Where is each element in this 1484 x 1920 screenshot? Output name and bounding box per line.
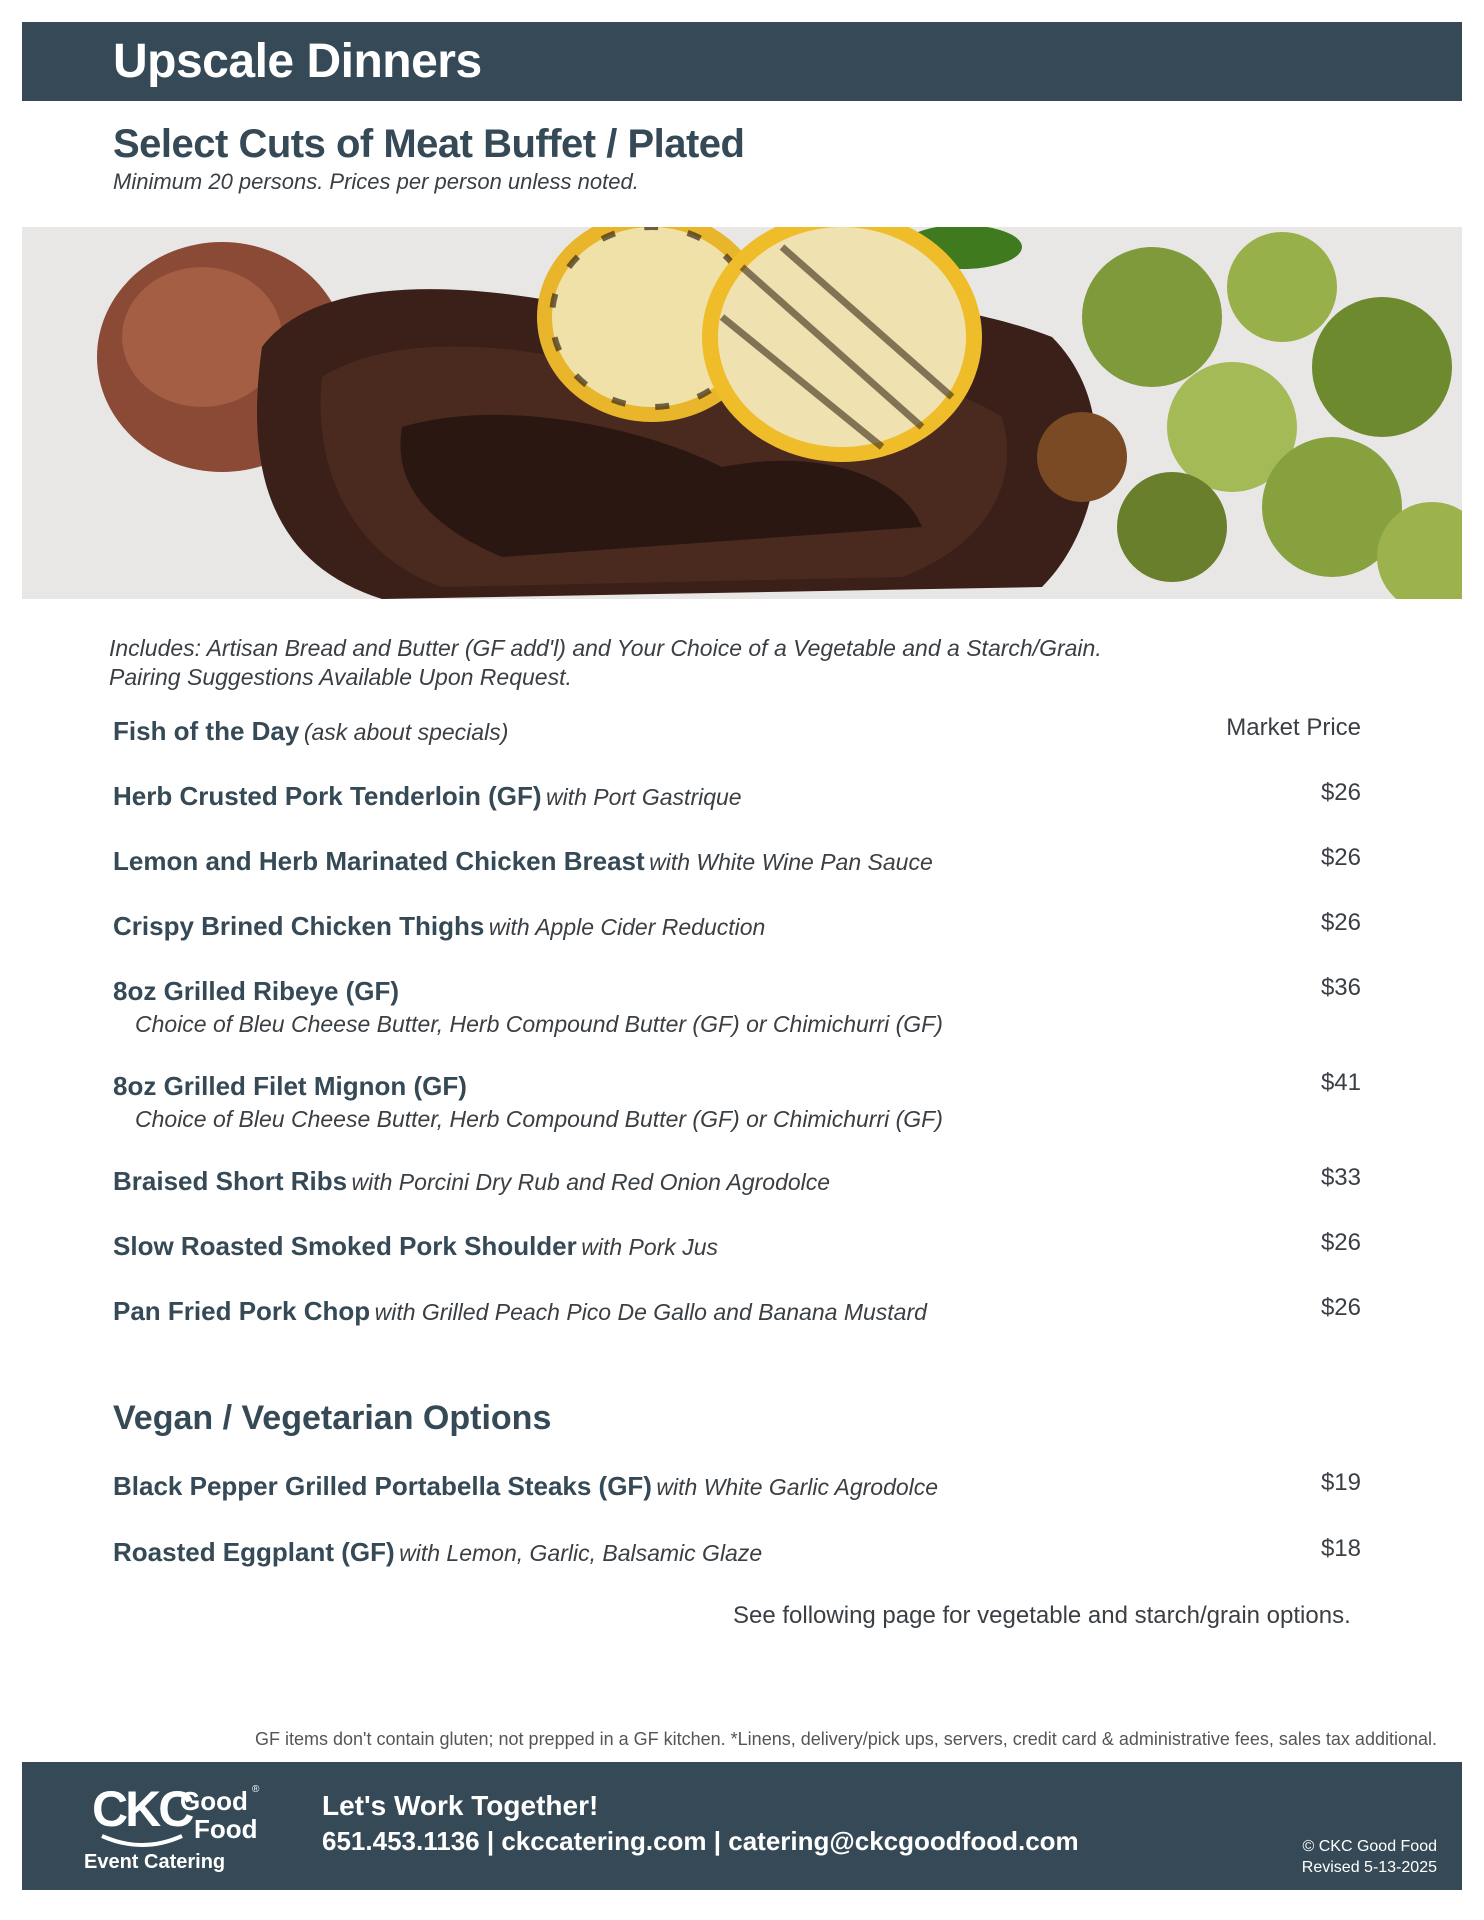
menu-item — [113, 1537, 1361, 1568]
item-name: Slow Roasted Smoked Pork Shoulder — [113, 1231, 577, 1261]
menu-item — [113, 1296, 1361, 1327]
item-price: $33 — [1320, 1164, 1361, 1191]
item-price: $26 — [1320, 779, 1361, 806]
item-desc: with Port Gastrique — [546, 784, 742, 810]
item-price: $26 — [1320, 844, 1361, 871]
item-choice: Choice of Bleu Cheese Butter, Herb Compound Butter (GF) or Chimichurri (GF) — [135, 1011, 943, 1037]
menu-item — [113, 1071, 1361, 1133]
item-desc: with White Garlic Agrodolce — [656, 1474, 939, 1500]
see-following-note: See following page for vegetable and starch/grain options. — [733, 1602, 1351, 1629]
item-desc: with Lemon, Garlic, Balsamic Glaze — [399, 1540, 763, 1566]
item-price: $19 — [1320, 1469, 1361, 1496]
cta-title: Let's Work Together! — [322, 1790, 599, 1821]
revised-date: Revised 5-13-2025 — [1301, 1859, 1437, 1876]
menu-item — [113, 911, 1361, 942]
svg-text:®: ® — [252, 1784, 260, 1795]
menu-item — [113, 1471, 1361, 1502]
disclaimer: GF items don't contain gluten; not prepped in a GF kitchen. *Linens, delivery/pick ups, servers, credit card & administrative fees, sales tax additional. — [254, 1729, 1437, 1749]
svg-text:Good: Good — [180, 1786, 248, 1816]
item-price: $26 — [1320, 1294, 1361, 1321]
svg-text:CKC: CKC — [92, 1781, 192, 1837]
ckc-logo — [72, 1774, 272, 1878]
vegan-section-title: Vegan / Vegetarian Options — [113, 1399, 552, 1437]
item-price: $26 — [1320, 909, 1361, 936]
menu-item — [113, 846, 1361, 877]
contact-info: 651.453.1136 | ckccatering.com | catering@ckcgoodfood.com — [322, 1826, 1079, 1856]
includes-line-1: Includes: Artisan Bread and Butter (GF add'l) and Your Choice of a Vegetable and a Starch/Grain. — [109, 635, 1102, 661]
footer-bar — [22, 1762, 1462, 1890]
item-name: Roasted Eggplant (GF) — [113, 1537, 395, 1567]
menu-item — [113, 781, 1361, 812]
item-desc: with Pork Jus — [581, 1234, 718, 1260]
includes-line-2: Pairing Suggestions Available Upon Request. — [109, 664, 572, 690]
svg-text:Event Catering: Event Catering — [84, 1851, 226, 1873]
section-note: Minimum 20 persons. Prices per person unless noted. — [113, 169, 639, 194]
item-name: 8oz Grilled Filet Mignon (GF) — [113, 1071, 467, 1101]
item-price: $26 — [1320, 1229, 1361, 1256]
item-price: Market Price — [1226, 714, 1361, 741]
item-name: Black Pepper Grilled Portabella Steaks (GF) — [113, 1471, 652, 1501]
includes-note — [109, 634, 1102, 692]
item-name: Braised Short Ribs — [113, 1166, 348, 1196]
section-title: Select Cuts of Meat Buffet / Plated — [113, 122, 745, 166]
menu-item — [113, 976, 1361, 1038]
menu-item — [113, 1166, 1361, 1197]
item-name: Crispy Brined Chicken Thighs — [113, 911, 485, 941]
item-desc: with Porcini Dry Rub and Red Onion Agrodolce — [351, 1169, 831, 1195]
header-bar — [22, 22, 1462, 101]
item-desc: (ask about specials) — [303, 719, 509, 745]
copyright: © CKC Good Food — [1302, 1838, 1437, 1855]
item-name: Herb Crusted Pork Tenderloin (GF) — [113, 781, 542, 811]
item-name: Lemon and Herb Marinated Chicken Breast — [113, 846, 645, 876]
section-heading — [113, 122, 744, 195]
item-desc: with White Wine Pan Sauce — [649, 849, 933, 875]
copyright-block — [1302, 1836, 1437, 1878]
item-desc: with Apple Cider Reduction — [488, 914, 766, 940]
svg-text:Food: Food — [194, 1814, 258, 1844]
call-to-action — [322, 1790, 1079, 1857]
menu-item — [113, 1231, 1361, 1262]
item-name: Pan Fried Pork Chop — [113, 1296, 371, 1326]
item-name: 8oz Grilled Ribeye (GF) — [113, 976, 400, 1006]
page-title: Upscale Dinners — [113, 35, 482, 88]
item-price: $41 — [1320, 1069, 1361, 1096]
item-desc: with Grilled Peach Pico De Gallo and Banana Mustard — [374, 1299, 927, 1325]
item-name: Fish of the Day — [113, 716, 300, 746]
item-price: $36 — [1320, 974, 1361, 1001]
item-choice: Choice of Bleu Cheese Butter, Herb Compound Butter (GF) or Chimichurri (GF) — [135, 1106, 943, 1132]
food-photo — [22, 227, 1462, 599]
item-price: $18 — [1320, 1535, 1361, 1562]
menu-item — [113, 716, 1361, 747]
